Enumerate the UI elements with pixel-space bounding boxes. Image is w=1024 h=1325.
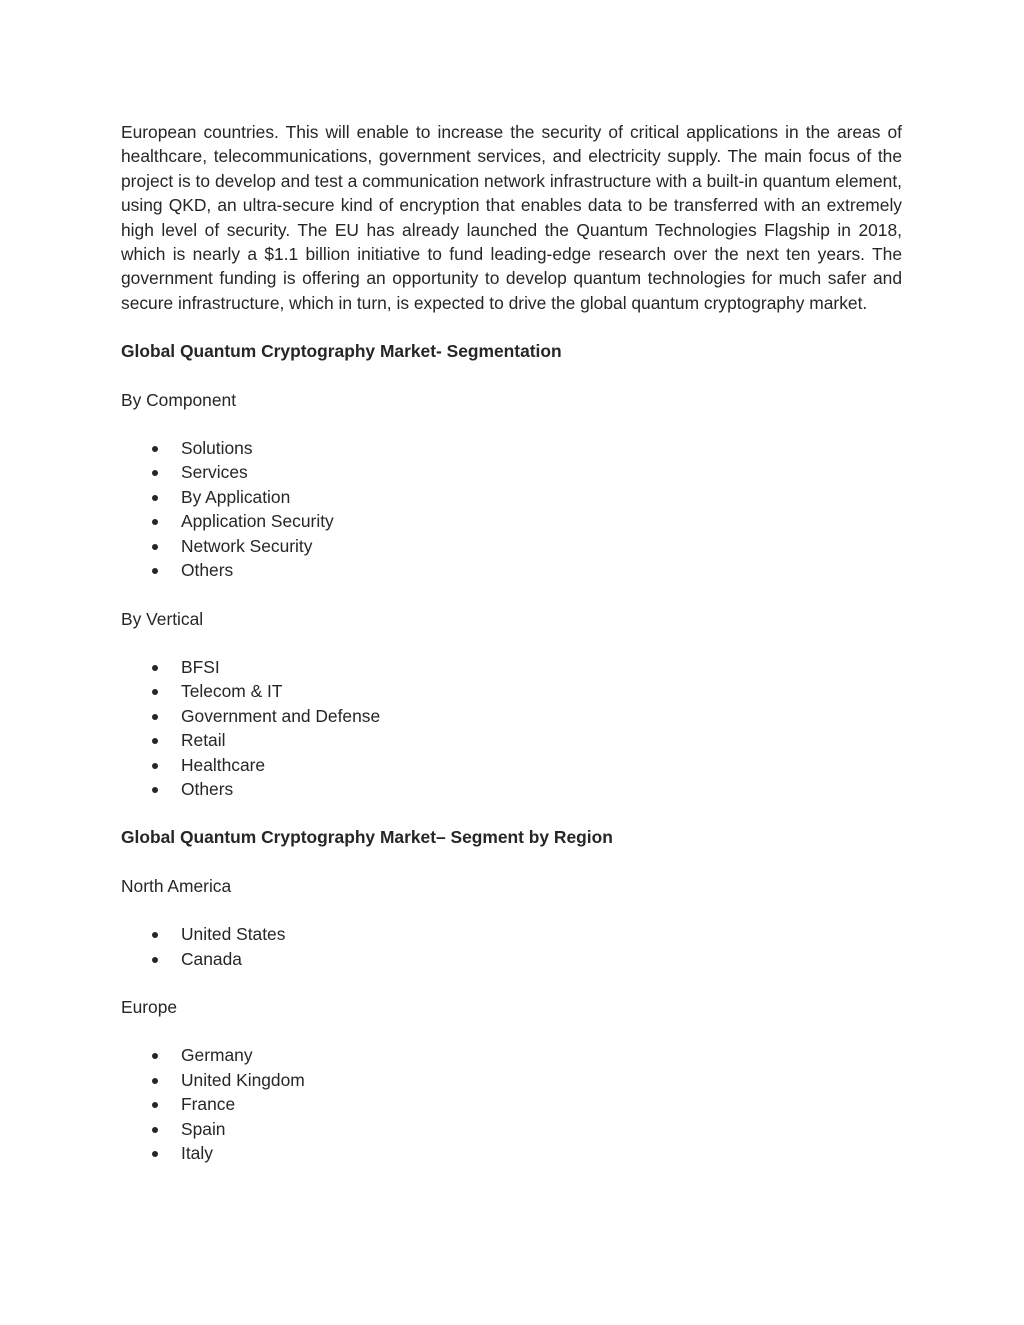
list-item: Application Security	[121, 509, 902, 533]
list-item: Network Security	[121, 534, 902, 558]
bullet-icon	[152, 446, 158, 452]
list-item: United Kingdom	[121, 1068, 902, 1092]
bullet-icon	[152, 957, 158, 963]
bullet-icon	[152, 763, 158, 769]
europe-list	[121, 1043, 902, 1165]
bullet-icon	[152, 665, 158, 671]
by-component-label: By Component	[121, 389, 237, 410]
list-item: Germany	[121, 1043, 902, 1067]
bullet-icon	[152, 738, 158, 744]
vertical-list	[121, 655, 902, 801]
intro-paragraph: European countries. This will enable to increase the security of critical applications in the areas of healthcare, telecommunications, government services, and electricity supply. The main focus of the project is to develop and test a communication network infrastructure with a built-in quantum element, using QKD, an ultra-secure kind of encryption that enables data to be transferred with an extremely high level of security. The EU has already launched the Quantum Technologies Flagship in 2018, which is nearly a $1.1 billion initiative to fund leading-edge research over the next ten years. The government funding is offering an opportunity to develop quantum technologies for much safer and secure infrastructure, which in turn, is expected to drive the global quantum cryptography market.	[121, 122, 902, 313]
region-heading: Global Quantum Cryptography Market– Segment by Region	[121, 827, 613, 848]
bullet-icon	[152, 932, 158, 938]
list-item: United States	[121, 922, 902, 946]
list-item: Retail	[121, 728, 902, 752]
list-item: By Application	[121, 485, 902, 509]
bullet-icon	[152, 544, 158, 550]
list-item: France	[121, 1092, 902, 1116]
list-item: Healthcare	[121, 753, 902, 777]
bullet-icon	[152, 568, 158, 574]
segmentation-heading: Global Quantum Cryptography Market- Segmentation	[121, 341, 562, 362]
bullet-icon	[152, 1053, 158, 1059]
by-vertical-label: By Vertical	[121, 608, 204, 629]
list-item: Telecom & IT	[121, 679, 902, 703]
bullet-icon	[152, 787, 158, 793]
document-page	[121, 120, 902, 1165]
north-america-list	[121, 922, 902, 971]
bullet-icon	[152, 1151, 158, 1157]
list-item: BFSI	[121, 655, 902, 679]
bullet-icon	[152, 714, 158, 720]
list-item: Italy	[121, 1141, 902, 1165]
list-item: Spain	[121, 1117, 902, 1141]
europe-label: Europe	[121, 996, 178, 1017]
bullet-icon	[152, 470, 158, 476]
list-item: Others	[121, 777, 902, 801]
north-america-label: North America	[121, 875, 232, 896]
bullet-icon	[152, 1127, 158, 1133]
bullet-icon	[152, 1102, 158, 1108]
list-item: Canada	[121, 947, 902, 971]
list-item: Others	[121, 558, 902, 582]
list-item: Services	[121, 460, 902, 484]
bullet-icon	[152, 519, 158, 525]
component-list	[121, 436, 902, 582]
list-item: Solutions	[121, 436, 902, 460]
bullet-icon	[152, 495, 158, 501]
list-item: Government and Defense	[121, 704, 902, 728]
bullet-icon	[152, 1078, 158, 1084]
bullet-icon	[152, 689, 158, 695]
